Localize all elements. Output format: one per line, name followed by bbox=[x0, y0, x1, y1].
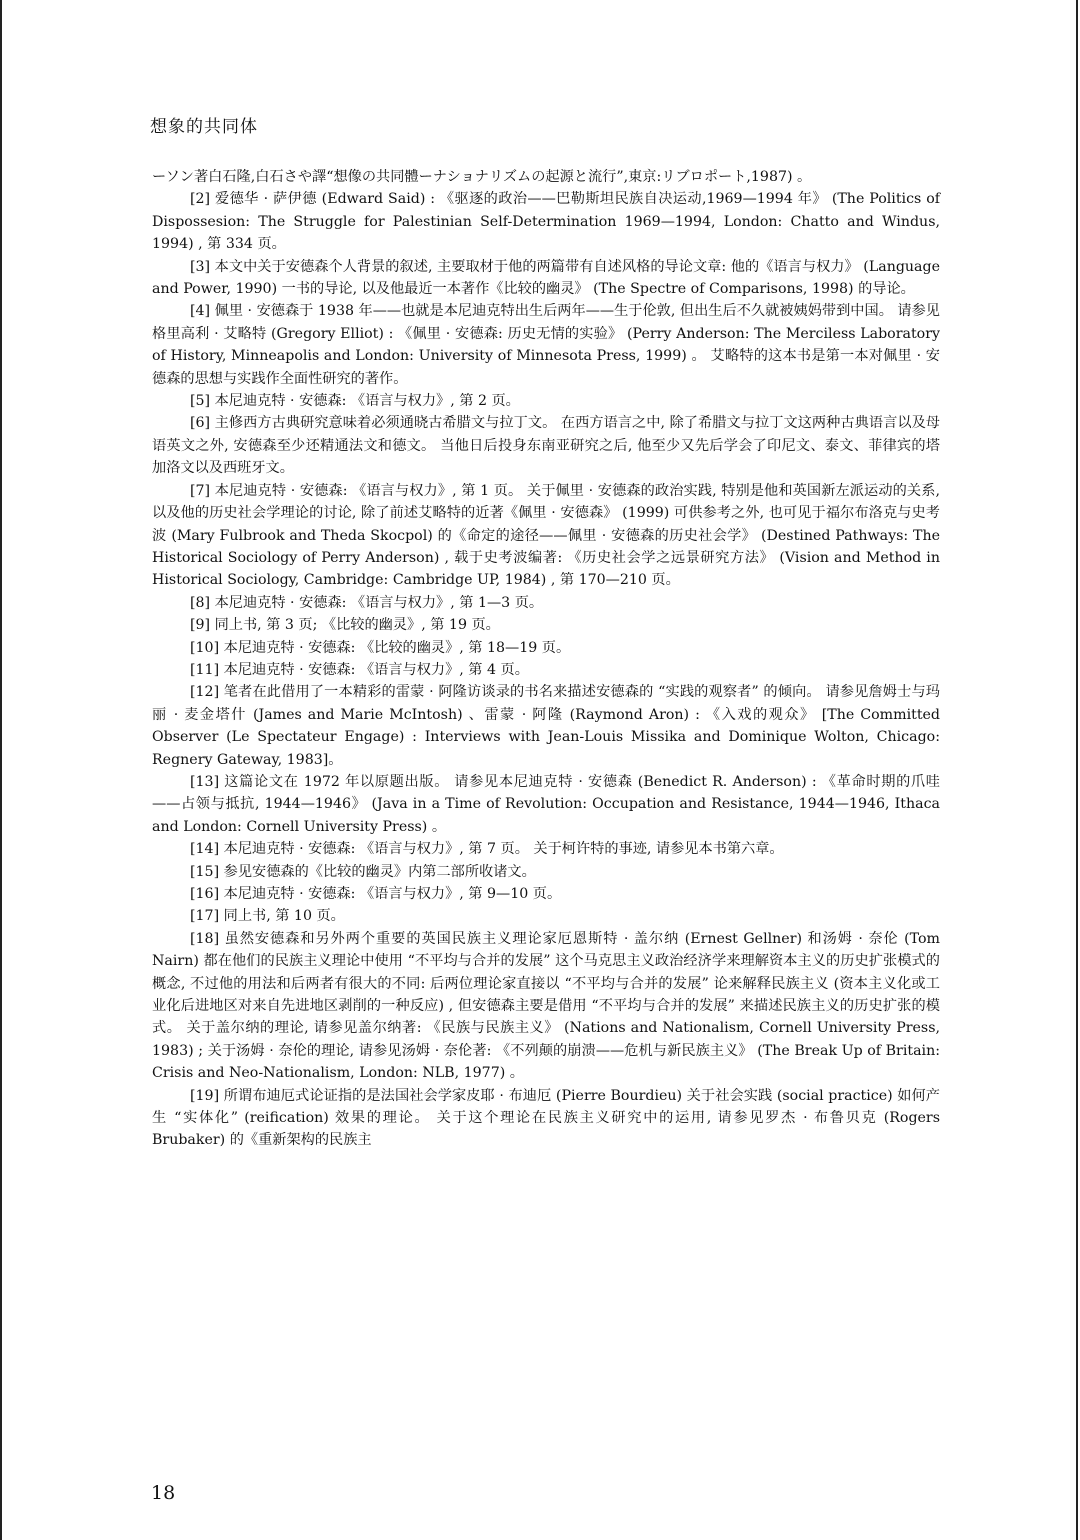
note-9: [9] 同上书, 第 3 页; 《比较的幽灵》, 第 19 页。 bbox=[190, 617, 500, 634]
note-2: [2] 爱德华 · 萨伊德 (Edward Said) : 《驱逐的政治——巴勒斯坦民族自决运动,1969—1994 年》 (The Politics of Dispossesion: The Struggle for Palestinian Self-Determination 1969—1994, London: Chatto and Windus, 1994) , 第 334 页。 bbox=[152, 191, 940, 253]
note-19: [19] 所谓布迪厄式论证指的是法国社会学家皮耶 · 布迪厄 (Pierre Bourdieu) 关于社会实践 (social practice) 如何产生 “实体化” (reification) 效果的理论。 关于这个理论在民族主义研究中的运用, 请参见罗杰 · 布鲁贝克 (Rogers Brubaker) 的《重新架构的民族主 bbox=[152, 1087, 940, 1149]
page-edge-left bbox=[0, 0, 2, 1540]
note-15: [15] 参见安德森的《比较的幽灵》内第二部所收诸文。 bbox=[190, 863, 536, 880]
running-title: 想象的共同体 bbox=[150, 117, 258, 137]
note-4: [4] 佩里 · 安德森于 1938 年——也就是本尼迪克特出生后两年——生于伦敦, 但出生后不久就被姨妈带到中国。 请参见格里高利 · 艾略特 (Gregory Elliot) : 《佩里 · 安德森: 历史无情的实验》 (Perry Anderson: The Merciless Laboratory of History, Minneapolis and London: University of Minnesota Press, 1999) 。 艾略特的这本书是第一本对佩里 · 安德森的思想与实践作全面性研究的著作。 bbox=[152, 303, 940, 387]
note-14: [14] 本尼迪克特 · 安德森: 《语言与权力》, 第 7 页。 关于柯许特的事迹, 请参见本书第六章。 bbox=[190, 841, 784, 858]
page-number: 18 bbox=[151, 1482, 176, 1504]
page-edge-right bbox=[1076, 0, 1078, 1540]
note-18: [18] 虽然安德森和另外两个重要的英国民族主义理论家厄恩斯特 · 盖尔纳 (Ernest Gellner) 和汤姆 · 奈伦 (Tom Nairn) 都在他们的民族主义理论中使用 “不平均与合并的发展” 这个马克思主义政治经济学来理解资本主义的历史扩张模式的概念, 不过他的用法和后两者有很大的不同: 后两位理论家直接以 “不平均与合并的发展” 论来解释民族主义 (资本主义化或工业化后进地区对来自先进地区剥削的一种反应) , 但安德森主要是借用 “不平均与合并的发展” 来描述民族主义的历史扩张的模式。 关于盖尔纳的理论, 请参见盖尔纳著: 《民族与民族主义》 (Nations and Nationalism, Cornell University Press, 1983) ; 关于汤姆 · 奈伦的理论, 请参见汤姆 · 奈伦著: 《不列颠的崩溃——危机与新民族主义》 (The Break Up of Britain: Crisis and Neo-Nationalism, London: NLB, 1977) 。 bbox=[152, 930, 940, 1082]
note-8: [8] 本尼迪克特 · 安德森: 《语言与权力》, 第 1—3 页。 bbox=[190, 594, 544, 611]
note-6: [6] 主修西方古典研究意味着必须通晓古希腊文与拉丁文。 在西方语言之中, 除了希腊文与拉丁文这两种古典语言以及母语英文之外, 安德森至少还精通法文和德文。 当他日后投身东南亚研究之后, 他至少又先后学会了印尼文、泰文、菲律宾的塔加洛文以及西班牙文。 bbox=[152, 415, 940, 477]
note-13: [13] 这篇论文在 1972 年以原题出版。 请参见本尼迪克特 · 安德森 (Benedict R. Anderson) : 《革命时期的爪哇——占领与抵抗, 1944—1946》 (Java in a Time of Revolution: Occupation and Resistance, 1944—1946, Ithaca and London: Cornell University Press) 。 bbox=[152, 773, 940, 835]
note-10: [10] 本尼迪克特 · 安德森: 《比较的幽灵》, 第 18—19 页。 bbox=[190, 639, 571, 656]
note-3: [3] 本文中关于安德森个人背景的叙述, 主要取材于他的两篇带有自述风格的导论文章: 他的《语言与权力》 (Language and Power, 1990) 一书的导论, 以及他最近一本著作《比较的幽灵》 (The Spectre of Comparisons, 1998) 的导论。 bbox=[152, 258, 940, 298]
note-continuation: ーソン著白石隆,白石さや譯“想像の共同體ーナショナリズムの起源と流行”,東京:リブロポート,1987) 。 bbox=[152, 169, 812, 185]
note-7: [7] 本尼迪克特 · 安德森: 《语言与权力》, 第 1 页。 关于佩里 · 安德森的政治实践, 特别是他和英国新左派运动的关系, 以及他的历史社会学理论的讨论, 除了前述艾略特的近著《佩里 · 安德森》 (1999) 可供参考之外, 也可见于福尔布洛克与史考波 (Mary Fulbrook and Theda Skocpol) 的《命定的途径——佩里 · 安德森的历史社会学》 (Destined Pathways: The Historical Sociology of Perry Anderson) , 载于史考波编著: 《历史社会学之远景研究方法》 (Vision and Method in Historical Sociology, Cambridge: Cambridge UP, 1984) , 第 170—210 页。 bbox=[152, 482, 940, 589]
note-16: [16] 本尼迪克特 · 安德森: 《语言与权力》, 第 9—10 页。 bbox=[190, 886, 562, 902]
note-11: [11] 本尼迪克特 · 安德森: 《语言与权力》, 第 4 页。 bbox=[190, 661, 529, 678]
note-17: [17] 同上书, 第 10 页。 bbox=[190, 908, 345, 925]
note-12: [12] 笔者在此借用了一本精彩的雷蒙 · 阿隆访谈录的书名来描述安德森的 “实践的观察者” 的倾向。 请参见詹姆士与玛丽 · 麦金塔什 (James and Marie McIntosh) 、雷蒙 · 阿隆 (Raymond Aron) : 《入戏的观众》 [The Committed Observer (Le Spectateur Engage) : Interviews with Jean-Louis Missika and Dominique Wolton, Chicago: Regnery Gateway, 1983]。 bbox=[152, 684, 940, 768]
note-5: [5] 本尼迪克特 · 安德森: 《语言与权力》, 第 2 页。 bbox=[190, 393, 520, 410]
endnotes bbox=[152, 166, 940, 1152]
